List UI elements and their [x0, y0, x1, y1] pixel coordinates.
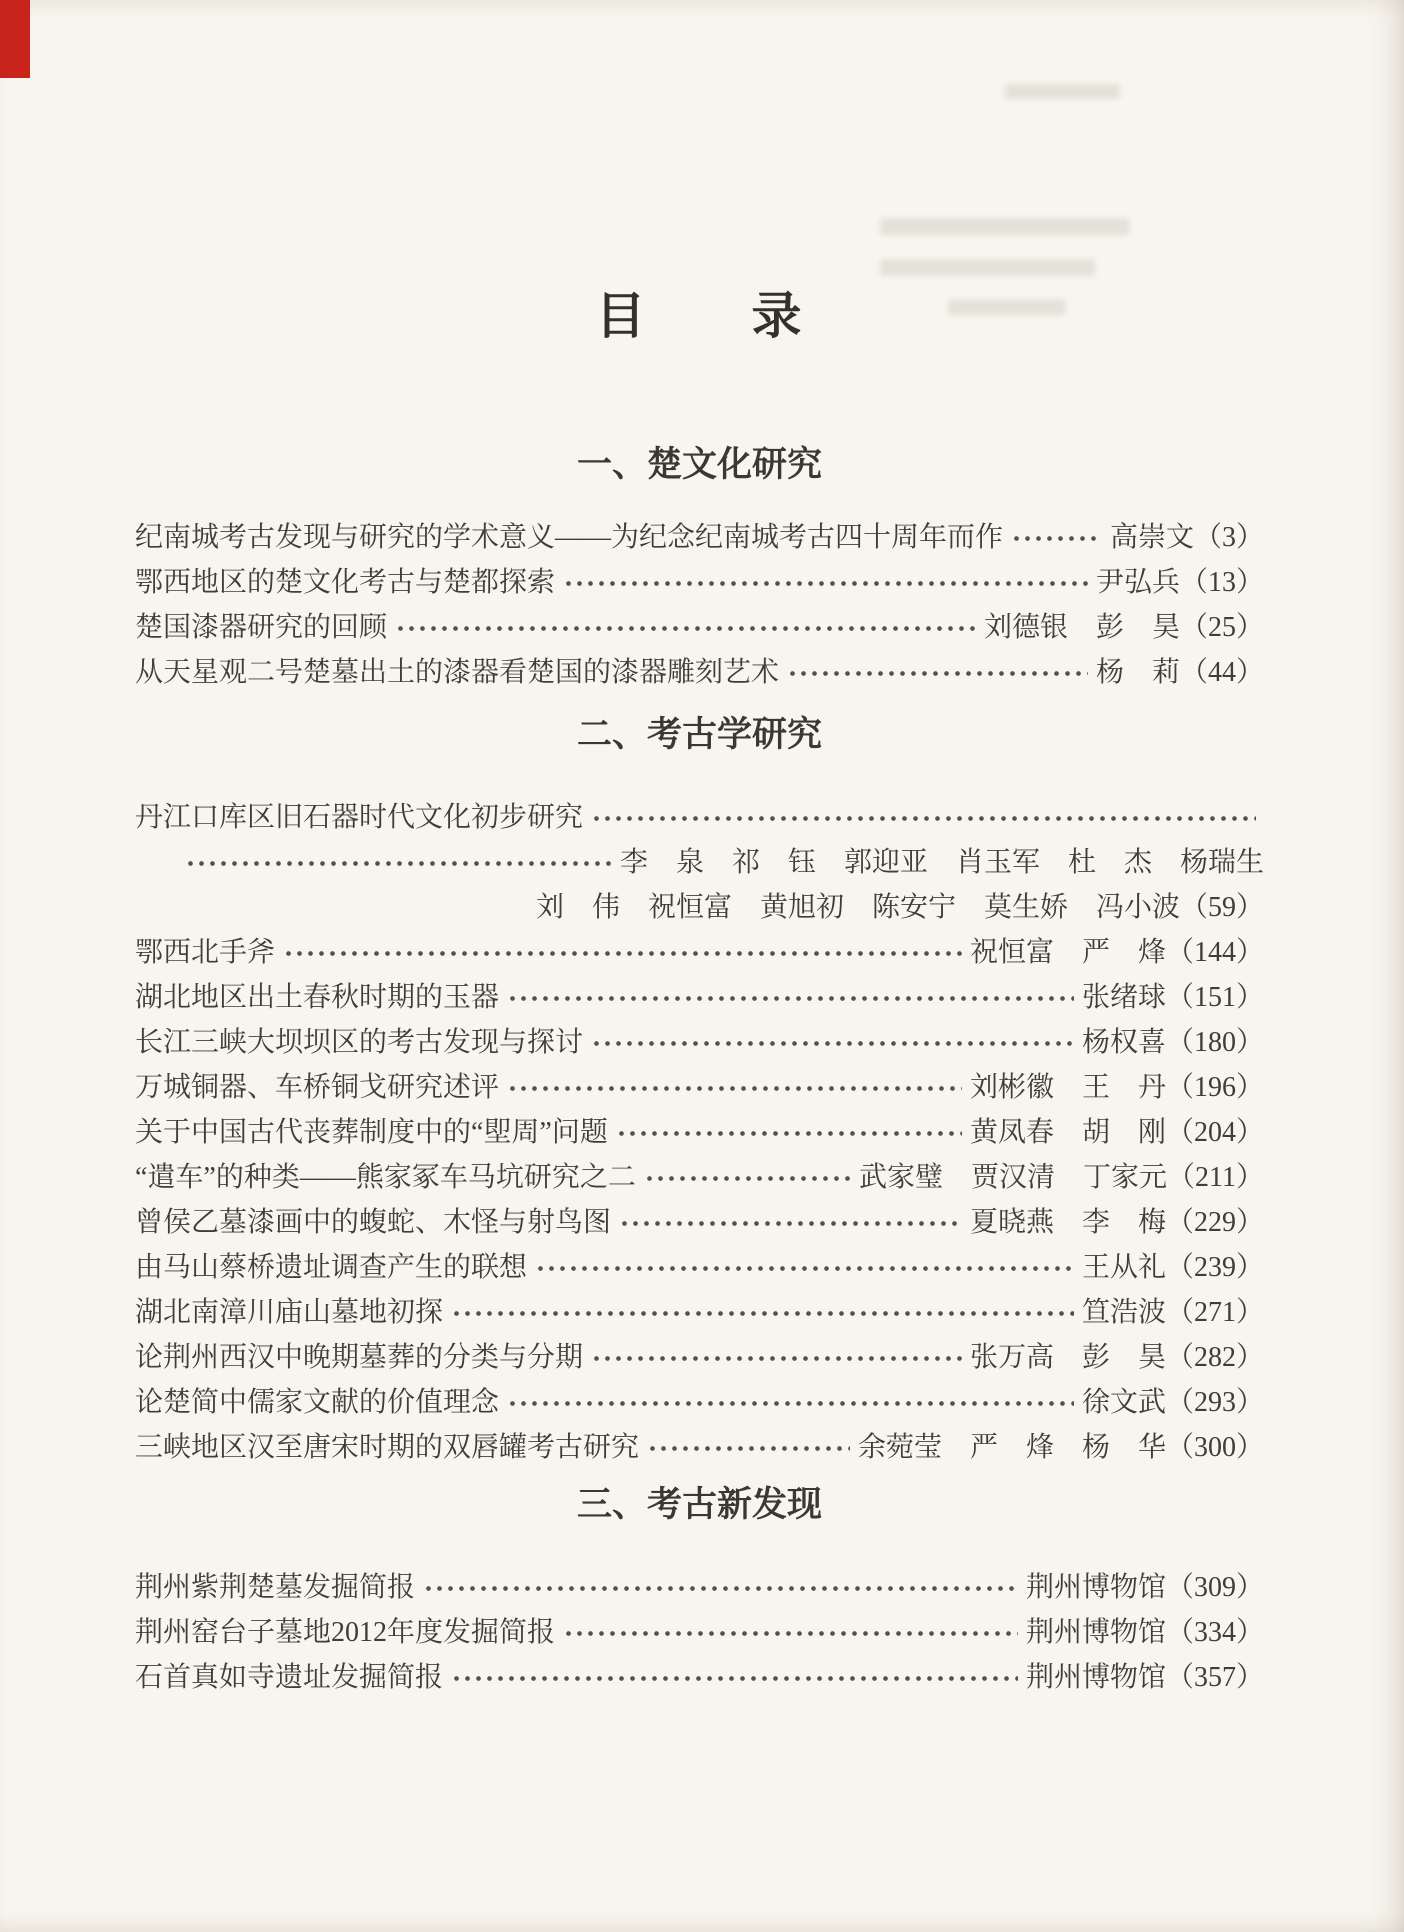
entry-authors-page: 刘德银 彭 昊（25） [983, 612, 1264, 643]
entry-list [135, 515, 1264, 695]
toc-entry-row [135, 560, 1264, 605]
entry-authors-page: 刘 伟 祝恒富 黄旭初 陈安宁 莫生娇 冯小波（59） [535, 892, 1264, 923]
toc-entry-row [135, 1065, 1264, 1110]
dot-leader [451, 1290, 1074, 1335]
page-title: 目 录 [595, 288, 804, 344]
entry-authors-page: 尹弘兵（13） [1095, 567, 1264, 598]
entry-title: 论荆州西汉中晚期墓葬的分类与分期 [135, 1342, 584, 1373]
toc-entry-row [135, 515, 1264, 560]
section-heading: 一、楚文化研究 [576, 445, 822, 484]
entry-title: 长江三峡大坝坝区的考古发现与探讨 [135, 1027, 584, 1058]
entry-authors-page: 李 泉 祁 钰 郭迎亚 肖玉军 杜 杰 杨瑞生 [619, 847, 1264, 878]
entry-authors-page: 黄凤春 胡 刚（204） [969, 1117, 1264, 1148]
dot-leader [619, 1200, 962, 1245]
dot-leader [563, 1610, 1018, 1655]
entry-authors-page: 夏晓燕 李 梅（229） [969, 1207, 1264, 1238]
entry-authors-page: 徐文武（293） [1081, 1387, 1264, 1418]
toc-content [135, 0, 1264, 1700]
toc-entry-row [135, 1245, 1264, 1290]
dot-leader [591, 1335, 962, 1380]
toc-entry-row [135, 1155, 1264, 1200]
dot-leader [395, 605, 976, 650]
entry-title: 丹江口库区旧石器时代文化初步研究 [135, 802, 584, 833]
entry-authors-page: 杨权喜（180） [1081, 1027, 1264, 1058]
entry-title: 从天星观二号楚墓出土的漆器看楚国的漆器雕刻艺术 [135, 657, 780, 688]
dot-leader [1011, 515, 1102, 560]
entry-authors-page: 荆州博物馆（309） [1025, 1572, 1264, 1603]
entry-title: 湖北地区出土春秋时期的玉器 [135, 982, 500, 1013]
toc-entry-row [135, 885, 1264, 930]
toc-entry-row [135, 1290, 1264, 1335]
entry-title: 石首真如寺遗址发掘简报 [135, 1662, 444, 1693]
dot-leader [563, 560, 1088, 605]
dot-leader [591, 795, 1256, 840]
entry-authors-page: 刘彬徽 王 丹（196） [969, 1072, 1264, 1103]
toc-entry-row [135, 650, 1264, 695]
toc-section [135, 445, 1264, 695]
dot-leader [591, 1020, 1074, 1065]
dot-leader [423, 1565, 1018, 1610]
dot-leader [185, 840, 612, 885]
entry-title: 荆州紫荆楚墓发掘简报 [135, 1572, 416, 1603]
entry-authors-page: 张绪球（151） [1081, 982, 1264, 1013]
dot-leader [616, 1110, 962, 1155]
toc-entry-row [135, 1610, 1264, 1655]
toc-entry-row [135, 1020, 1264, 1065]
entry-authors-page: 祝恒富 严 烽（144） [969, 937, 1264, 968]
dot-leader [507, 1380, 1074, 1425]
entry-title: 楚国漆器研究的回顾 [135, 612, 388, 643]
dot-leader [647, 1425, 850, 1470]
entry-title: 关于中国古代丧葬制度中的“堲周”问题 [135, 1117, 608, 1148]
entry-authors-page: 武家璧 贾汉清 丁家元（211） [859, 1162, 1264, 1193]
entry-authors-page: 杨 莉（44） [1095, 657, 1264, 688]
entry-authors-page: 高崇文（3） [1109, 522, 1264, 553]
toc-entry-row [135, 840, 1264, 885]
entry-title: 纪南城考古发现与研究的学术意义——为纪念纪南城考古四十周年而作 [135, 522, 1004, 553]
toc-entry-row [135, 975, 1264, 1020]
entry-title: 万城铜器、车桥铜戈研究述评 [135, 1072, 500, 1103]
toc-entry-row [135, 795, 1264, 840]
entry-title: 鄂西地区的楚文化考古与楚都探索 [135, 567, 556, 598]
dot-leader [283, 930, 962, 975]
toc-section [135, 715, 1264, 1470]
toc-entry-row [135, 1655, 1264, 1700]
toc-entry-row [135, 1425, 1264, 1470]
entry-authors-page: 荆州博物馆（357） [1025, 1662, 1264, 1693]
toc-sections [135, 445, 1264, 1700]
section-heading: 三、考古新发现 [576, 1485, 822, 1524]
dot-leader [507, 975, 1074, 1020]
entry-title: 论楚简中儒家文献的价值理念 [135, 1387, 500, 1418]
toc-entry-row [135, 1565, 1264, 1610]
entry-authors-page: 王从礼（239） [1081, 1252, 1264, 1283]
dot-leader [644, 1155, 851, 1200]
entry-title: “遣车”的种类——熊家冢车马坑研究之二 [135, 1162, 636, 1193]
dot-leader [507, 1065, 962, 1110]
toc-entry-row [135, 1200, 1264, 1245]
entry-list [135, 795, 1264, 1470]
entry-list [135, 1565, 1264, 1700]
entry-title: 曾侯乙墓漆画中的蝮蛇、木怪与射鸟图 [135, 1207, 612, 1238]
red-cover-edge-mark [0, 0, 30, 78]
toc-section [135, 1485, 1264, 1700]
entry-authors-page: 张万高 彭 昊（282） [969, 1342, 1264, 1373]
entry-authors-page: 余菀莹 严 烽 杨 华（300） [857, 1432, 1264, 1463]
toc-entry-row [135, 1110, 1264, 1155]
entry-authors-page: 荆州博物馆（334） [1025, 1617, 1264, 1648]
toc-entry-row [135, 1335, 1264, 1380]
dot-leader [787, 650, 1088, 695]
entry-title: 荆州窑台子墓地2012年度发掘简报 [135, 1617, 556, 1648]
entry-title: 湖北南漳川庙山墓地初探 [135, 1297, 444, 1328]
dot-leader [535, 1245, 1074, 1290]
entry-title: 三峡地区汉至唐宋时期的双唇罐考古研究 [135, 1432, 640, 1463]
entry-title: 鄂西北手斧 [135, 937, 276, 968]
toc-entry-row [135, 605, 1264, 650]
entry-title: 由马山蔡桥遗址调查产生的联想 [135, 1252, 528, 1283]
section-heading: 二、考古学研究 [576, 715, 822, 754]
dot-leader [451, 1655, 1018, 1700]
toc-entry-row [135, 1380, 1264, 1425]
entry-authors-page: 笪浩波（271） [1081, 1297, 1264, 1328]
toc-entry-row [135, 930, 1264, 975]
